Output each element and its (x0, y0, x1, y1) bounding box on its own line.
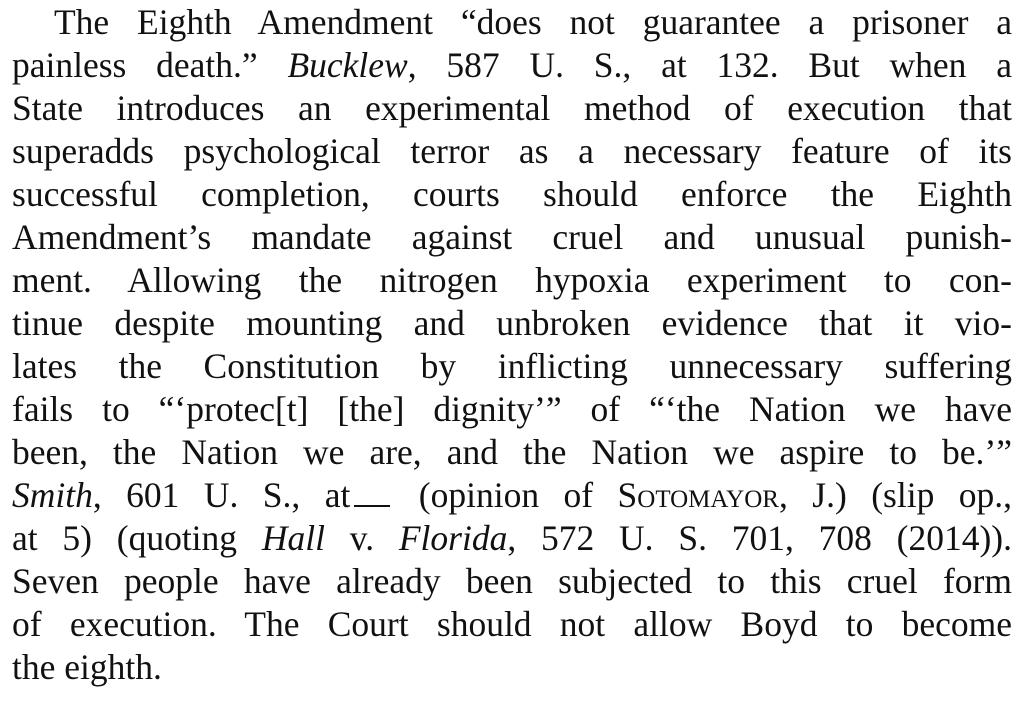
case-name-florida: Florida (398, 518, 508, 558)
text-line-6 (12, 215, 1012, 259)
text-line-16 (12, 645, 1012, 689)
case-name-hall: Hall (261, 518, 325, 558)
line-7-text: ment. Allowing the nitrogen hypoxia experiment to con- (12, 260, 1012, 300)
text-line-11 (12, 430, 1012, 474)
line-3-text: State introduces an experimental method of execution that (12, 88, 1012, 128)
text-line-1 (12, 0, 1012, 44)
line-8-text: tinue despite mounting and unbroken evidence that it vio- (12, 303, 1012, 343)
line-2-text-c: , 587 U. S., at 132. But when a (407, 45, 1012, 85)
case-name-bucklew: Bucklew (287, 45, 408, 85)
line-12-text-e: , J.) (slip op., (778, 475, 1013, 515)
line-13-text-e: , 572 U. S. 701, 708 (2014)). (507, 518, 1012, 558)
text-line-7 (12, 258, 1012, 302)
text-line-4 (12, 129, 1012, 173)
text-line-10 (12, 387, 1012, 431)
line-15-text: of execution. The Court should not allow Boyd to become (12, 604, 1012, 644)
line-12-text-c: (opinion of (394, 475, 618, 515)
line-1-text: The Eighth Amendment “does not guarantee a prisoner a (54, 2, 1012, 42)
line-14-text: Seven people have already been subjected to this cruel form (12, 561, 1012, 601)
text-line-5 (12, 172, 1012, 216)
pin-cite-blank (354, 479, 390, 507)
line-16-text: the eighth. (12, 647, 162, 687)
line-2-text-a: painless death.” (12, 45, 288, 85)
line-6-text: Amendment’s mandate against cruel and unusual punish- (12, 217, 1012, 257)
case-name-smith: Smith (12, 475, 93, 515)
text-line-8 (12, 301, 1012, 345)
line-13-text-a: at 5) (quoting (12, 518, 262, 558)
line-13-text-c: v. (324, 518, 399, 558)
text-line-12 (12, 473, 1012, 517)
justice-name: Sotomayor (617, 475, 779, 515)
line-12-text-b: , 601 U. S., at (92, 475, 351, 515)
text-line-9 (12, 344, 1012, 388)
line-11-text: been, the Nation we are, and the Nation we aspire to be.’” (12, 432, 1012, 472)
line-10-text: fails to “‘protec[t] [the] dignity’” of “‘the Nation we have (12, 389, 1012, 429)
text-line-13 (12, 516, 1012, 560)
line-5-text: successful completion, courts should enforce the Eighth (12, 174, 1012, 214)
text-line-15 (12, 602, 1012, 646)
text-line-2 (12, 43, 1012, 87)
text-line-14 (12, 559, 1012, 603)
line-4-text: superadds psychological terror as a necessary feature of its (12, 131, 1012, 171)
text-line-3 (12, 86, 1012, 130)
line-9-text: lates the Constitution by inflicting unnecessary suffering (12, 346, 1012, 386)
